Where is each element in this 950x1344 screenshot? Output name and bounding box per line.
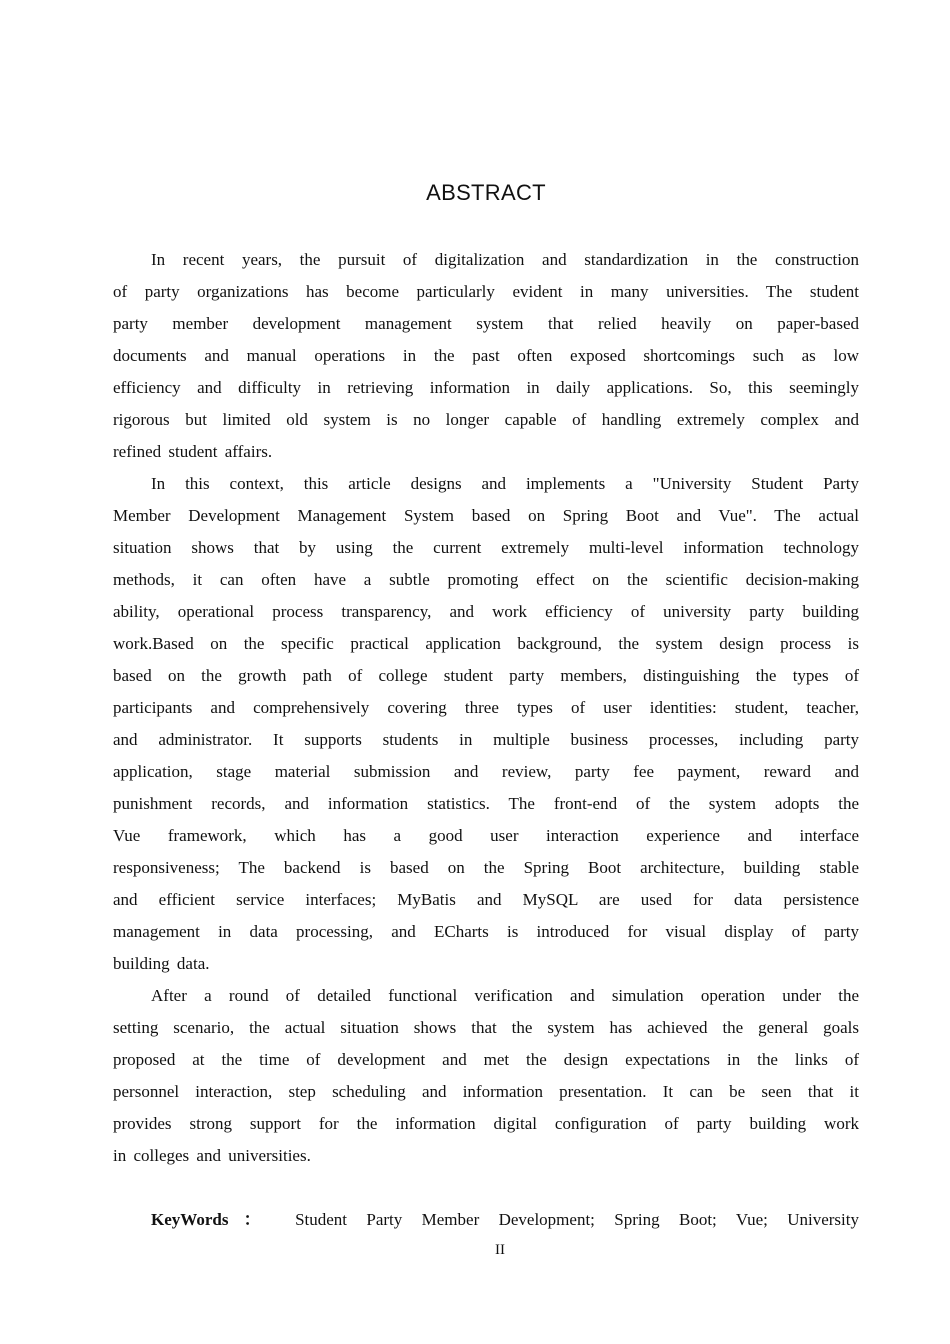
text-line: punishment records, and information statistics. The front-end of the system adopts the — [113, 794, 859, 813]
text-line: responsiveness; The backend is based on the Spring Boot architecture, building stable — [113, 858, 859, 877]
page-number: II — [495, 1242, 505, 1258]
text-line: efficiency and difficulty in retrieving information in daily applications. So, this seemingly — [113, 378, 859, 397]
text-line: refined student affairs. — [113, 442, 273, 461]
paragraph — [113, 244, 859, 468]
text-line: work.Based on the specific practical application background, the system design process is — [113, 634, 859, 653]
text-line: Vue framework, which has a good user interaction experience and interface — [113, 826, 859, 845]
text-line: and efficient service interfaces; MyBatis and MySQL are used for data persistence — [113, 890, 859, 909]
text-line: provides strong support for the information digital configuration of party building work — [113, 1114, 859, 1133]
text-line: Member Development Management System based on Spring Boot and Vue". The actual — [113, 506, 859, 525]
text-line: based on the growth path of college student party members, distinguishing the types of — [113, 666, 859, 685]
abstract-title: ABSTRACT — [426, 180, 546, 205]
text-line: documents and manual operations in the past often exposed shortcomings such as low — [113, 346, 859, 365]
text-line: methods, it can often have a subtle promoting effect on the scientific decision-making — [113, 570, 859, 589]
text-line: In recent years, the pursuit of digitalization and standardization in the construction — [151, 250, 859, 269]
text-line: participants and comprehensively covering three types of user identities: student, teacher, — [113, 698, 859, 717]
text-line: party member development management system that relied heavily on paper-based — [113, 314, 859, 333]
paragraph — [113, 468, 859, 980]
text-line: proposed at the time of development and met the design expectations in the links of — [113, 1050, 859, 1069]
text-line: rigorous but limited old system is no longer capable of handling extremely complex and — [113, 410, 859, 429]
abstract-body — [113, 244, 859, 1236]
abstract-paragraphs — [113, 244, 859, 1172]
text-line: in colleges and universities. — [113, 1146, 311, 1165]
text-line: and administrator. It supports students in multiple business processes, including party — [113, 730, 859, 749]
text-line: building data. — [113, 954, 210, 973]
text-line: of party organizations has become particularly evident in many universities. The student — [113, 282, 859, 301]
keywords-text: Student Party Member Development; Spring Boot; Vue; University — [295, 1210, 859, 1229]
text-line: personnel interaction, step scheduling and information presentation. It can be seen that it — [113, 1082, 859, 1101]
paragraph — [113, 980, 859, 1172]
text-line: In this context, this article designs and implements a "University Student Party — [151, 474, 859, 493]
keywords-label: KeyWords： — [151, 1210, 276, 1229]
text-line: management in data processing, and ECharts is introduced for visual display of party — [113, 922, 859, 941]
text-line: situation shows that by using the current extremely multi-level information technology — [113, 538, 859, 557]
text-line: After a round of detailed functional verification and simulation operation under the — [151, 986, 859, 1005]
text-line: setting scenario, the actual situation shows that the system has achieved the general goals — [113, 1018, 859, 1037]
text-line: ability, operational process transparency, and work efficiency of university party building — [113, 602, 859, 621]
keywords-line — [113, 1204, 859, 1236]
text-line: application, stage material submission and review, party fee payment, reward and — [113, 762, 859, 781]
